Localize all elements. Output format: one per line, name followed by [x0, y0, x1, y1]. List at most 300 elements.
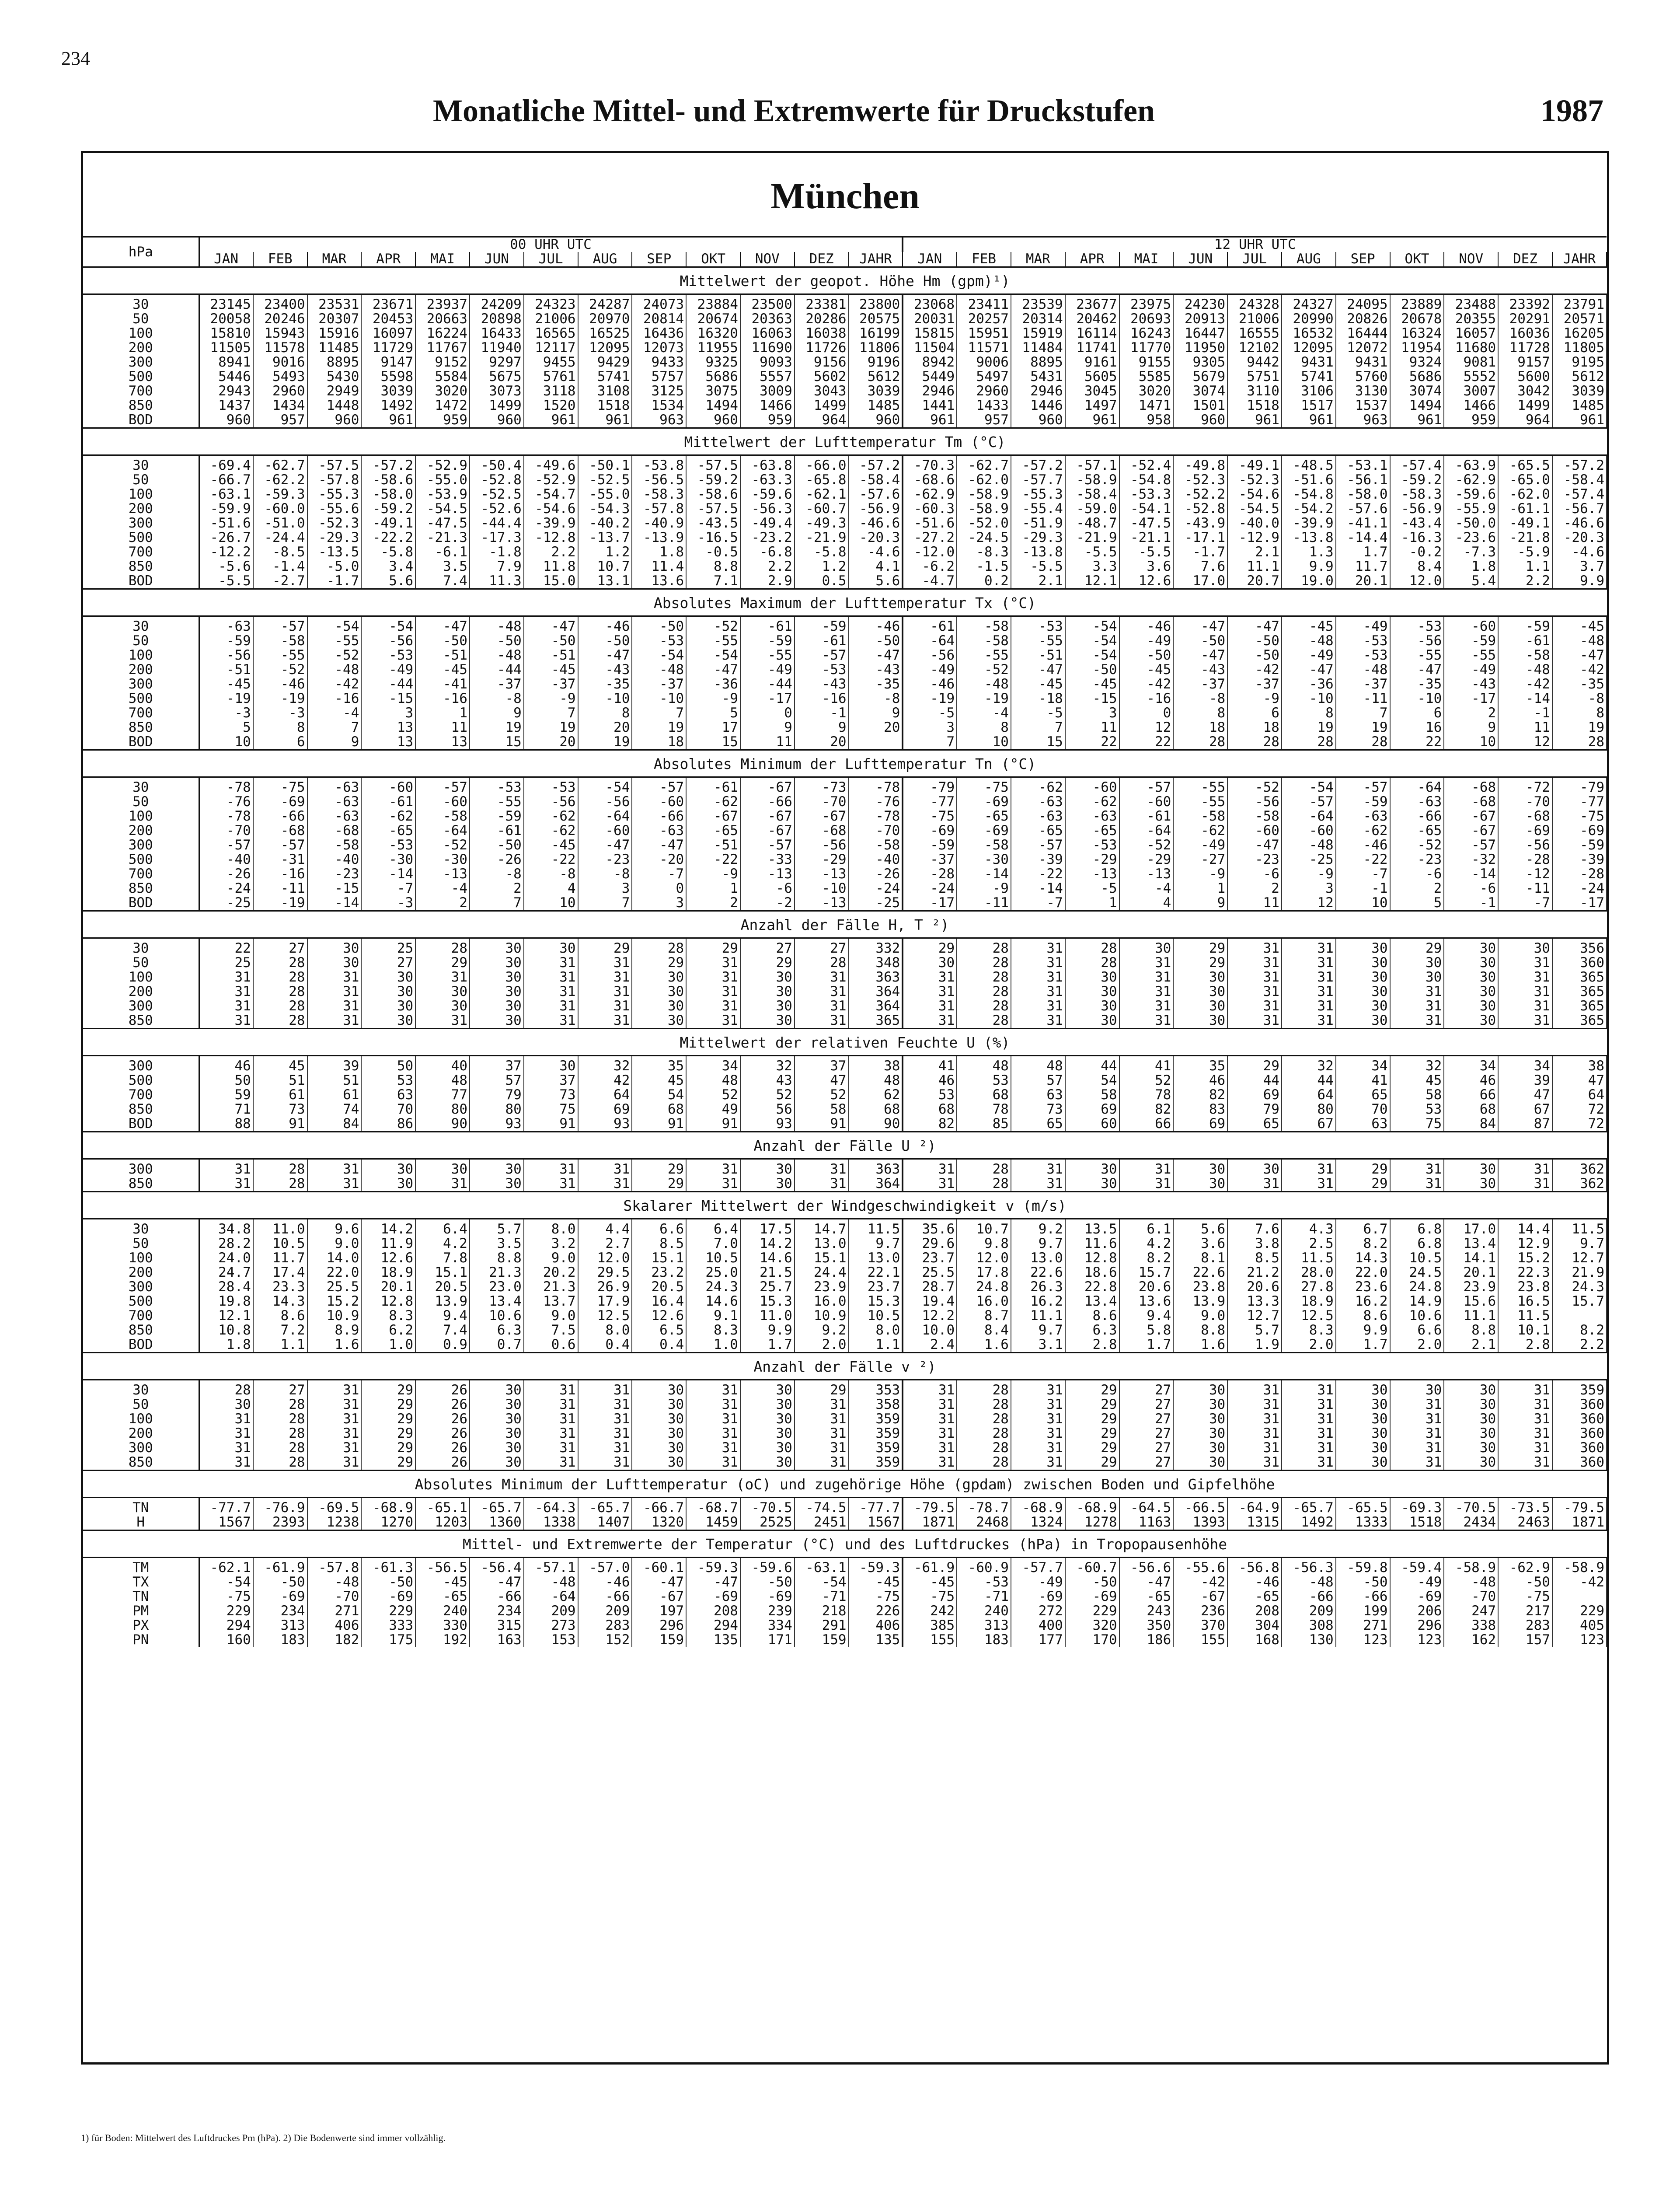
table-cell: -66 — [253, 809, 307, 824]
table-cell: -29 — [1119, 852, 1174, 867]
table-cell: 15.1 — [795, 1251, 849, 1265]
table-cell: -6.8 — [740, 545, 795, 559]
table-cell: 21.3 — [524, 1280, 578, 1294]
table-row — [83, 355, 1607, 370]
table-cell: -68.7 — [686, 1498, 740, 1516]
table-cell: -50 — [470, 634, 524, 648]
table-cell: -52 — [1390, 838, 1444, 852]
table-cell: -47 — [1011, 663, 1065, 677]
table-cell: 406 — [307, 1618, 362, 1633]
table-cell: 243 — [1119, 1604, 1174, 1618]
table-cell: 9305 — [1173, 355, 1227, 370]
table-cell: -20 — [632, 852, 686, 867]
table-cell: -55 — [1011, 634, 1065, 648]
table-cell: 9.0 — [1173, 1309, 1227, 1323]
table-cell: -53 — [361, 838, 415, 852]
table-cell: 22 — [1119, 735, 1174, 750]
table-cell: -77 — [1552, 795, 1607, 809]
table-cell: 364 — [849, 1177, 903, 1192]
table-cell: 9431 — [1282, 355, 1336, 370]
table-cell: 3 — [903, 720, 957, 735]
table-cell: -1.7 — [307, 574, 362, 589]
table-cell: 2.8 — [1498, 1338, 1552, 1353]
table-cell: 11.5 — [849, 1219, 903, 1237]
table-cell: 31 — [686, 985, 740, 999]
table-cell: 1324 — [1011, 1515, 1065, 1530]
table-cell: 16057 — [1444, 326, 1498, 341]
table-cell: -60.3 — [903, 502, 957, 516]
table-cell: 69 — [578, 1102, 632, 1117]
table-cell: 31 — [1390, 1159, 1444, 1177]
table-cell: 9325 — [686, 355, 740, 370]
table-cell: 28 — [957, 956, 1011, 970]
row-label: 100 — [83, 1251, 199, 1265]
table-cell: -62.7 — [253, 455, 307, 473]
table-cell: 3007 — [1444, 384, 1498, 398]
table-cell: -37 — [1336, 677, 1390, 692]
table-cell: -50 — [1227, 634, 1282, 648]
table-cell: -69 — [903, 824, 957, 838]
table-cell: -53.1 — [1336, 455, 1390, 473]
table-row — [83, 1088, 1607, 1102]
table-cell: 8.1 — [1173, 1251, 1227, 1265]
table-cell: 31 — [686, 1013, 740, 1029]
table-cell: -75 — [903, 1590, 957, 1604]
table-cell: 31 — [1282, 1380, 1336, 1398]
table-cell: -56.3 — [1282, 1558, 1336, 1576]
table-cell: -12.9 — [1227, 531, 1282, 545]
row-label: 500 — [83, 852, 199, 867]
table-cell: 13.5 — [1065, 1219, 1119, 1237]
table-cell: 22 — [199, 938, 253, 956]
table-cell: 961 — [1227, 413, 1282, 428]
table-cell: -14.4 — [1336, 531, 1390, 545]
table-row — [83, 720, 1607, 735]
table-cell: -44 — [470, 663, 524, 677]
table-cell: -4 — [415, 881, 470, 896]
table-cell: 6.3 — [470, 1323, 524, 1338]
table-cell: 1518 — [578, 398, 632, 413]
table-cell: 31 — [524, 970, 578, 985]
table-cell: 5600 — [1498, 370, 1552, 384]
table-cell: 197 — [632, 1604, 686, 1618]
table-cell: -54.5 — [1227, 502, 1282, 516]
section-title: Anzahl der Fälle H, T ²) — [83, 911, 1607, 938]
table-cell: -50 — [253, 1575, 307, 1590]
table-cell: -67 — [1173, 1590, 1227, 1604]
header-time-row — [83, 237, 1607, 252]
table-cell: 28.7 — [903, 1280, 957, 1294]
table-cell: 359 — [849, 1412, 903, 1426]
row-label: 100 — [83, 648, 199, 663]
table-cell: 1.7 — [1336, 545, 1390, 559]
table-cell: 53 — [361, 1073, 415, 1088]
table-cell: -56.9 — [849, 502, 903, 516]
table-cell: 30 — [740, 999, 795, 1013]
table-cell: 9147 — [361, 355, 415, 370]
table-cell: -54 — [307, 616, 362, 634]
table-cell: 31 — [1227, 1013, 1282, 1029]
table-cell: -55.9 — [1444, 502, 1498, 516]
table-cell: 77 — [415, 1088, 470, 1102]
table-cell: 2943 — [199, 384, 253, 398]
table-cell: 359 — [849, 1455, 903, 1471]
table-cell: -58.4 — [1552, 473, 1607, 487]
table-cell: 24.7 — [199, 1265, 253, 1280]
table-cell: 31 — [1011, 1441, 1065, 1455]
table-cell: 330 — [415, 1618, 470, 1633]
table-cell: 21.5 — [740, 1265, 795, 1280]
table-cell: 4 — [524, 881, 578, 896]
table-cell: 9016 — [253, 355, 307, 370]
table-cell: 13.0 — [795, 1237, 849, 1251]
table-cell: 5757 — [632, 370, 686, 384]
table-cell: 10.5 — [1390, 1251, 1444, 1265]
table-cell: 48 — [957, 1056, 1011, 1074]
table-cell: 3074 — [1173, 384, 1227, 398]
table-cell: 5751 — [1227, 370, 1282, 384]
table-row — [83, 502, 1607, 516]
table-cell: 8.4 — [957, 1323, 1011, 1338]
table-cell: 30 — [470, 985, 524, 999]
table-cell: 25.5 — [903, 1265, 957, 1280]
table-cell: -57.2 — [849, 455, 903, 473]
table-cell: 3.6 — [1173, 1237, 1227, 1251]
table-cell: 3043 — [795, 384, 849, 398]
table-cell: 31 — [199, 1455, 253, 1471]
table-cell: 31 — [1119, 985, 1174, 999]
table-cell: 130 — [1282, 1633, 1336, 1647]
table-cell: 3118 — [524, 384, 578, 398]
table-cell: 1517 — [1282, 398, 1336, 413]
table-cell: 0 — [740, 706, 795, 720]
table-cell: -59 — [903, 838, 957, 852]
table-cell: 14.9 — [1390, 1294, 1444, 1309]
table-cell: 3039 — [361, 384, 415, 398]
table-cell: 28.2 — [199, 1237, 253, 1251]
table-cell: 19 — [524, 720, 578, 735]
table-cell: 0.2 — [957, 574, 1011, 589]
table-cell: 23.2 — [632, 1265, 686, 1280]
table-cell: 11.1 — [1227, 559, 1282, 574]
table-cell: 28 — [957, 1177, 1011, 1192]
table-cell: 13.9 — [415, 1294, 470, 1309]
table-cell: 19 — [470, 720, 524, 735]
table-cell: -67 — [1444, 824, 1498, 838]
table-cell: 11.6 — [1065, 1237, 1119, 1251]
table-cell: 74 — [307, 1102, 362, 1117]
table-cell: -49 — [1336, 616, 1390, 634]
table-cell: -33 — [740, 852, 795, 867]
table-row — [83, 1294, 1607, 1309]
table-cell: 957 — [253, 413, 307, 428]
table-cell: 5584 — [415, 370, 470, 384]
table-cell: 23400 — [253, 294, 307, 312]
section-title: Mittel- und Extremwerte der Temperatur (°C) und des Luftdruckes (hPa) in Tropopausenhöhe — [83, 1530, 1607, 1558]
table-cell: 15 — [1011, 735, 1065, 750]
table-cell: 9.2 — [795, 1323, 849, 1338]
table-cell: -35 — [1390, 677, 1444, 692]
table-cell: -10 — [632, 692, 686, 706]
table-cell: 961 — [1552, 413, 1607, 428]
table-row — [83, 559, 1607, 574]
table-cell: -65 — [1011, 824, 1065, 838]
table-cell: 959 — [740, 413, 795, 428]
table-cell: 961 — [524, 413, 578, 428]
table-cell: 1494 — [686, 398, 740, 413]
table-cell: 31 — [903, 1441, 957, 1455]
table-cell: -58.4 — [1065, 487, 1119, 502]
table-cell: 30 — [740, 1412, 795, 1426]
table-cell: -7 — [1498, 896, 1552, 911]
table-cell: 41 — [1119, 1056, 1174, 1074]
table-cell: -30 — [957, 852, 1011, 867]
table-cell: -64 — [578, 809, 632, 824]
table-cell: 9.9 — [1336, 1323, 1390, 1338]
table-cell: 9156 — [795, 355, 849, 370]
table-cell: -59.3 — [686, 1558, 740, 1576]
table-cell: 9.7 — [1011, 1323, 1065, 1338]
table-cell: 2.2 — [740, 559, 795, 574]
table-cell: 271 — [1336, 1618, 1390, 1633]
table-cell: 12.6 — [1119, 574, 1174, 589]
table-cell: 30 — [1065, 1177, 1119, 1192]
table-cell: 9429 — [578, 355, 632, 370]
table-cell: -57 — [1011, 838, 1065, 852]
table-cell: 229 — [1552, 1604, 1607, 1618]
table-cell: 78 — [1119, 1088, 1174, 1102]
table-cell: 12073 — [632, 341, 686, 355]
table-cell: 1315 — [1227, 1515, 1282, 1530]
table-cell: -60.7 — [795, 502, 849, 516]
table-cell: -46.6 — [1552, 516, 1607, 531]
table-cell: -45 — [524, 838, 578, 852]
table-cell: 39 — [1498, 1073, 1552, 1088]
table-row — [83, 545, 1607, 559]
row-label: 850 — [83, 559, 199, 574]
table-cell: 3 — [632, 896, 686, 911]
table-cell: 15.0 — [524, 574, 578, 589]
row-label: 30 — [83, 1219, 199, 1237]
table-cell: 1518 — [1227, 398, 1282, 413]
table-cell: 31 — [1390, 999, 1444, 1013]
section-header-row — [83, 911, 1607, 938]
table-cell: 31 — [1282, 999, 1336, 1013]
table-cell: -19 — [903, 692, 957, 706]
table-cell: -8 — [470, 867, 524, 881]
table-cell: 73 — [253, 1102, 307, 1117]
month-header: AUG — [1282, 252, 1336, 267]
table-cell: 30 — [470, 1397, 524, 1412]
table-cell: 11571 — [957, 341, 1011, 355]
table-cell: 22 — [1390, 735, 1444, 750]
table-cell: -47 — [1173, 648, 1227, 663]
row-label: TM — [83, 1558, 199, 1576]
table-cell: 359 — [849, 1441, 903, 1455]
table-cell: 20.5 — [632, 1280, 686, 1294]
table-cell: 20.2 — [524, 1265, 578, 1280]
table-cell: -59 — [1498, 616, 1552, 634]
table-cell: 91 — [253, 1117, 307, 1132]
table-cell: -44 — [740, 677, 795, 692]
table-cell: 30 — [1173, 970, 1227, 985]
table-cell: 229 — [199, 1604, 253, 1618]
table-cell: 20058 — [199, 312, 253, 326]
table-cell: -50 — [1498, 1575, 1552, 1590]
table-cell: 9 — [307, 735, 362, 750]
table-cell: -62 — [686, 795, 740, 809]
table-cell: 34 — [1498, 1056, 1552, 1074]
table-cell: -24.5 — [957, 531, 1011, 545]
table-cell: 7.4 — [415, 1323, 470, 1338]
table-cell: -1.7 — [1173, 545, 1227, 559]
table-cell: 1.8 — [199, 1338, 253, 1353]
table-cell: -47 — [1227, 838, 1282, 852]
table-cell: 3.7 — [1552, 559, 1607, 574]
table-cell: -56.7 — [1552, 502, 1607, 516]
table-cell: 29 — [1065, 1441, 1119, 1455]
table-cell: 31 — [1282, 956, 1336, 970]
table-cell: -66 — [470, 1590, 524, 1604]
table-cell: -16 — [253, 867, 307, 881]
table-row — [83, 970, 1607, 985]
table-cell: -17 — [1552, 896, 1607, 911]
table-cell: 16224 — [415, 326, 470, 341]
table-cell: -64 — [903, 634, 957, 648]
table-cell: 9 — [740, 720, 795, 735]
table-cell: 41 — [903, 1056, 957, 1074]
table-cell: 30 — [1390, 970, 1444, 985]
table-cell: 11.3 — [470, 574, 524, 589]
page-number: 234 — [61, 48, 90, 69]
table-cell: 11954 — [1390, 341, 1444, 355]
row-label: 30 — [83, 616, 199, 634]
month-header: SEP — [1336, 252, 1390, 267]
table-cell: 15.7 — [1552, 1294, 1607, 1309]
table-row — [83, 326, 1607, 341]
table-cell: 5741 — [1282, 370, 1336, 384]
row-label: 30 — [83, 777, 199, 795]
table-cell: -56.4 — [470, 1558, 524, 1576]
table-cell: 31 — [795, 1013, 849, 1029]
table-cell: -63.3 — [740, 473, 795, 487]
table-cell: 28 — [1552, 735, 1607, 750]
table-cell: 1485 — [849, 398, 903, 413]
table-cell: -50.1 — [578, 455, 632, 473]
table-cell: 30 — [524, 1056, 578, 1074]
table-cell: 8.2 — [1119, 1251, 1174, 1265]
table-cell: 963 — [632, 413, 686, 428]
table-cell: -42 — [1552, 1575, 1607, 1590]
table-cell: 1407 — [578, 1515, 632, 1530]
table-cell: 72 — [1552, 1117, 1607, 1132]
table-cell: 315 — [470, 1618, 524, 1633]
table-cell: 0.9 — [415, 1338, 470, 1353]
table-cell: 28 — [1065, 938, 1119, 956]
table-cell: 9152 — [415, 355, 470, 370]
table-cell: -69 — [686, 1590, 740, 1604]
table-cell: 18.9 — [361, 1265, 415, 1280]
table-cell: -53 — [795, 663, 849, 677]
table-cell: 964 — [1498, 413, 1552, 428]
table-cell: -45 — [1282, 616, 1336, 634]
table-cell: 30 — [199, 1397, 253, 1412]
table-cell: -68.6 — [903, 473, 957, 487]
table-cell: -45 — [903, 1575, 957, 1590]
table-row — [83, 1604, 1607, 1618]
table-cell: -65.5 — [1336, 1498, 1390, 1516]
table-cell: 8.5 — [632, 1237, 686, 1251]
table-cell: 10 — [524, 896, 578, 911]
table-cell: 362 — [1552, 1177, 1607, 1192]
table-cell: -42 — [1498, 677, 1552, 692]
table-cell: 30 — [1065, 999, 1119, 1013]
table-cell: 31 — [903, 1013, 957, 1029]
table-cell: -70.3 — [903, 455, 957, 473]
table-cell: -60 — [415, 795, 470, 809]
table-cell: 9324 — [1390, 355, 1444, 370]
table-cell: 7 — [578, 896, 632, 911]
table-cell: 7.1 — [686, 574, 740, 589]
month-header: NOV — [740, 252, 795, 267]
table-cell: 2393 — [253, 1515, 307, 1530]
table-cell: 273 — [524, 1618, 578, 1633]
table-cell: 27 — [795, 938, 849, 956]
table-cell: 960 — [686, 413, 740, 428]
table-cell: 31 — [1227, 970, 1282, 985]
table-cell: -61.3 — [361, 1558, 415, 1576]
table-cell: 171 — [740, 1633, 795, 1647]
table-cell: -53 — [632, 634, 686, 648]
table-row — [83, 896, 1607, 911]
table-cell: 1.2 — [795, 559, 849, 574]
table-cell: 6.5 — [632, 1323, 686, 1338]
table-cell: 157 — [1498, 1633, 1552, 1647]
row-label: 100 — [83, 970, 199, 985]
table-cell: -65 — [1227, 1590, 1282, 1604]
table-cell: -9 — [1282, 867, 1336, 881]
month-header: JUN — [1173, 252, 1227, 267]
table-cell: 20314 — [1011, 312, 1065, 326]
table-cell: 9455 — [524, 355, 578, 370]
table-cell: 61 — [307, 1088, 362, 1102]
table-cell: 31 — [1227, 1441, 1282, 1455]
table-cell: 294 — [199, 1618, 253, 1633]
table-cell: 5.6 — [849, 574, 903, 589]
table-cell: 16038 — [795, 326, 849, 341]
table-cell: -58 — [957, 634, 1011, 648]
table-cell: 32 — [1390, 1056, 1444, 1074]
table-cell: -4.6 — [849, 545, 903, 559]
table-cell: 229 — [1065, 1604, 1119, 1618]
table-cell: 30 — [470, 956, 524, 970]
table-cell: 30 — [1390, 1380, 1444, 1398]
table-cell: 91 — [686, 1117, 740, 1132]
table-cell: -69 — [1065, 1590, 1119, 1604]
table-cell: 16114 — [1065, 326, 1119, 341]
table-cell: -54 — [361, 616, 415, 634]
table-cell: 365 — [1552, 999, 1607, 1013]
table-cell: 13.6 — [632, 574, 686, 589]
table-cell: -9 — [524, 692, 578, 706]
table-cell: 31 — [1498, 1159, 1552, 1177]
table-cell: 23381 — [795, 294, 849, 312]
table-cell: -5.5 — [1011, 559, 1065, 574]
table-cell: 23.0 — [470, 1280, 524, 1294]
table-cell: -63 — [632, 824, 686, 838]
table-cell: 1499 — [470, 398, 524, 413]
table-cell: 9 — [795, 720, 849, 735]
